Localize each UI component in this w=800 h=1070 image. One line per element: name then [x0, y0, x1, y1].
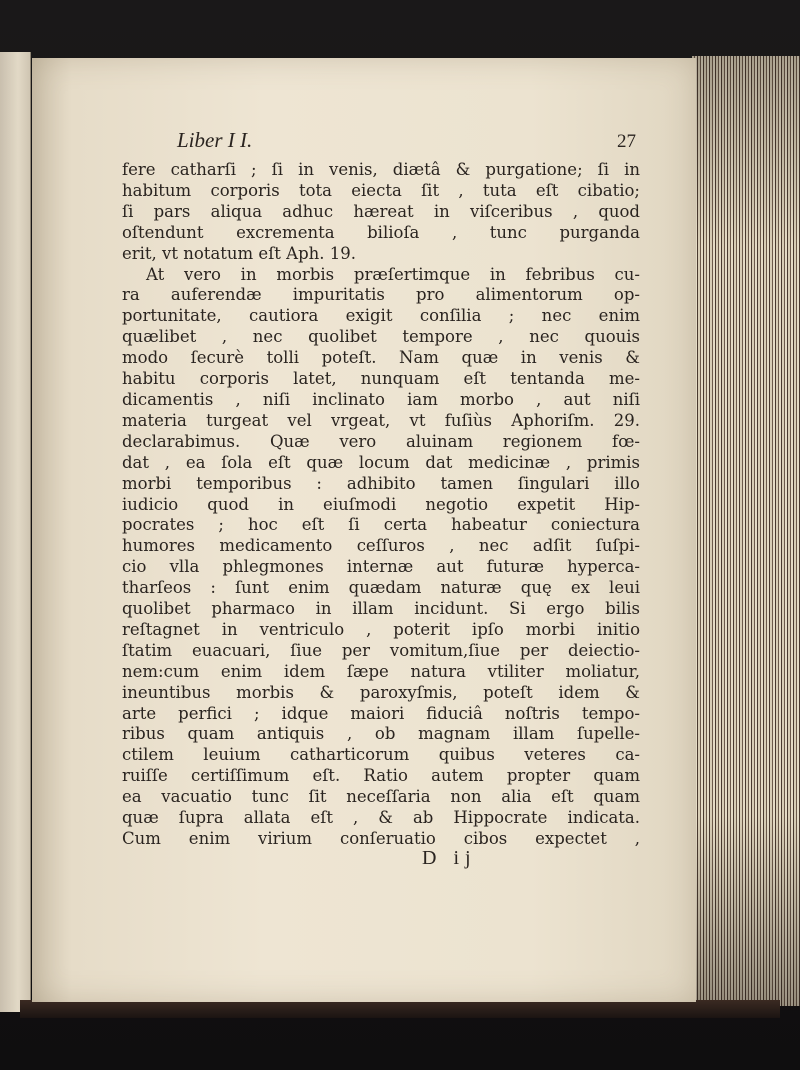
- text-line: At vero in morbis præſertimque in febribus cu-: [146, 264, 640, 284]
- book-cover-edge: [20, 1000, 780, 1018]
- text-line: tharſeos : ſunt enim quædam naturæ quę ex leui: [122, 578, 640, 598]
- text-line: habitu corporis latet, nunquam eſt tentanda me-: [122, 369, 640, 389]
- text-line: quolibet pharmaco in illam incidunt. Si ergo bilis: [122, 599, 640, 619]
- body-text: [122, 160, 640, 850]
- page-number: 27: [617, 131, 636, 152]
- text-line: iudicio quod in eiuſmodi negotio expetit Hip-: [122, 494, 640, 514]
- text-line: pocrates ; hoc eſt ſi certa habeatur coniectura: [122, 515, 640, 535]
- text-line: ribus quam antiquis , ob magnam illam ſupelle-: [122, 724, 640, 744]
- signature-mark: [122, 846, 640, 874]
- text-line: ea vacuatio tunc ſit neceſſaria non alia eſt quam: [122, 787, 640, 807]
- text-line: ra auferendæ impuritatis pro alimentorum op-: [122, 285, 640, 305]
- text-line: Cum enim virium conſeruatio cibos expectet ,: [122, 829, 640, 848]
- text-line: materia turgeat vel vrgeat, vt fuſiùs Aphoriſm. 29.: [122, 410, 640, 430]
- text-line: ctilem leuium catharticorum quibus veteres ca-: [122, 745, 640, 765]
- text-line: portunitate, cautiora exigit conſilia ; nec enim: [122, 306, 640, 326]
- text-line: ruiſſe certiſſimum eſt. Ratio autem propter quam: [122, 766, 640, 786]
- text-line: quælibet , nec quolibet tempore , nec quouis: [122, 327, 640, 347]
- book-page: [32, 58, 696, 1002]
- text-line: reſtagnet in ventriculo , poterit ipſo morbi initio: [122, 619, 640, 639]
- text-line: quæ ſupra allata eſt , & ab Hippocrate indicata.: [122, 808, 640, 828]
- text-line: cio vlla phlegmones internæ aut futuræ hyperca-: [122, 557, 640, 577]
- running-head: [122, 130, 640, 160]
- text-line: arte perfici ; idque maiori fiduciâ noſtris tempo-: [122, 703, 640, 723]
- text-line: erit, vt notatum eſt Aph. 19.: [122, 243, 357, 263]
- page-text-block: [122, 130, 640, 874]
- text-line: nem:cum enim idem ſæpe natura vtiliter moliatur,: [122, 661, 640, 681]
- stacked-page-edges: [692, 56, 800, 1006]
- previous-page-edge: [0, 52, 31, 1012]
- running-title: Liber I I.: [177, 128, 253, 152]
- text-line: ineuntibus morbis & paroxyſmis, poteſt idem &: [122, 682, 640, 702]
- text-line: dicamentis , niſi inclinato iam morbo , aut niſi: [122, 389, 640, 409]
- text-line: habitum corporis tota eiecta ſit , tuta eſt cibatio;: [122, 180, 640, 200]
- text-line: dat , ea ſola eſt quæ locum dat medicinæ , primis: [122, 452, 640, 472]
- signature-text: D ij: [422, 846, 477, 869]
- text-line: oſtendunt excrementa bilioſa , tunc purganda: [122, 222, 640, 242]
- text-line: modo ſecurè tolli poteſt. Nam quæ in venis &: [122, 348, 640, 368]
- text-line: fere catharſi ; ſi in venis, diætâ & purgatione; ſi in: [122, 160, 640, 179]
- text-line: ſi pars aliqua adhuc hæreat in viſceribus , quod: [122, 201, 640, 221]
- text-line: humores medicamento ceſſuros , nec adſit ſuſpi-: [122, 536, 640, 556]
- text-line: declarabimus. Quæ vero aluinam regionem fœ-: [122, 431, 640, 451]
- text-line: ſtatim euacuari, ſiue per vomitum,ſiue per deiectio-: [122, 640, 640, 660]
- text-line: morbi temporibus : adhibito tamen ſingulari illo: [122, 473, 640, 493]
